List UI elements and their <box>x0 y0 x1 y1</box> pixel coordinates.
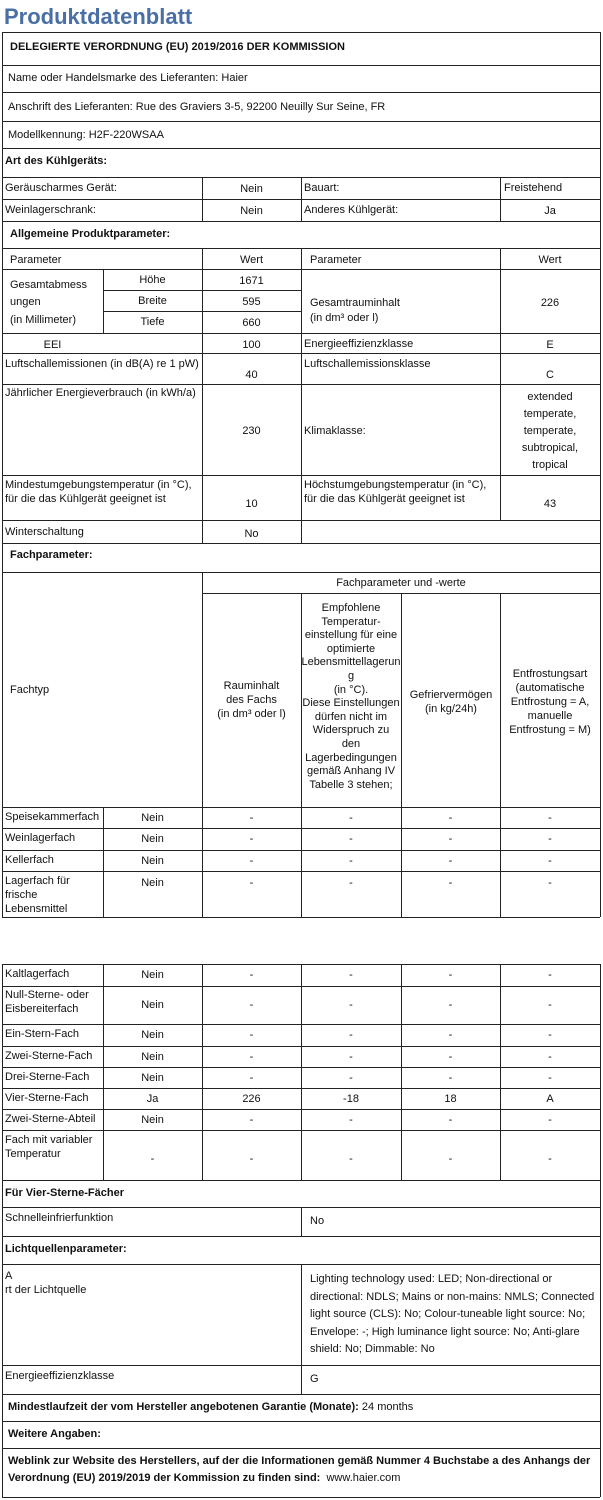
compartment-temp: - <box>349 1153 353 1165</box>
depth-value: 660 <box>242 317 261 329</box>
compartment-temperature-header: Empfohlene Temperatur- einstellung für eine optimierte Lebensmittellagerun g (in °C). Diese Einstellungen dürfen nicht im Widerspruch zu den Lagerbedingungen gemäß Anhang IV Tabelle 3 stehen; <box>301 602 401 791</box>
compartment-temp: - <box>349 1114 353 1126</box>
compartment-temp: - <box>349 999 353 1011</box>
light-type-label-2: rt der Lichtquelle <box>5 1284 87 1296</box>
compartment-freeze: - <box>448 1153 453 1165</box>
compartment-defrost: - <box>548 1153 552 1165</box>
compartment-volume: - <box>249 812 254 824</box>
compartment-freeze: - <box>448 1029 453 1041</box>
climate-class-label: Klimaklasse: <box>304 425 366 437</box>
quick-freeze-label: Schnelleinfrierfunktion <box>5 1212 114 1224</box>
compartment-defrost: - <box>548 812 552 824</box>
climate-class-value: extended <box>527 391 573 403</box>
climate-class-value: subtropical, <box>521 442 579 454</box>
climate-class-value: temperate, <box>523 425 577 437</box>
supplier-name: Name oder Handelsmarke des Lieferanten: Haier <box>8 72 248 84</box>
compartment-temp: - <box>349 1072 353 1084</box>
compartment-name: Vier-Sterne-Fach <box>5 1092 89 1104</box>
compartment-present: Nein <box>141 1072 164 1084</box>
compartment-present: Nein <box>141 877 164 889</box>
compartment-defrost: - <box>548 969 552 981</box>
compartment-name: Zwei-Sterne-Fach <box>5 1050 93 1062</box>
compartment-name: Fach mit variabler Temperatur <box>5 1134 93 1160</box>
param-header: Parameter <box>10 254 62 266</box>
page-title: Produktdatenblatt <box>4 4 193 29</box>
compartment-freeze: - <box>448 1072 453 1084</box>
compartment-freeze: - <box>448 877 453 889</box>
compartment-temp: -18 <box>343 1093 359 1105</box>
compartment-volume: - <box>249 1029 254 1041</box>
compartment-name: Lagerfach für frische Lebensmittel <box>5 875 70 915</box>
defrost-type-header: Entfrostungsart (automatische Entfrostung = A, manuelle Entfrostung = M) <box>509 668 591 736</box>
compartment-present: Nein <box>141 999 164 1011</box>
compartment-name: Null-Sterne- oder Eisbereiterfach <box>5 989 89 1015</box>
winter-switch-value: No <box>244 528 259 540</box>
compartment-volume: - <box>249 1114 254 1126</box>
noise-class-label: Luftschallemissionsklasse <box>304 358 431 370</box>
total-volume-label-2: (in dm³ oder l) <box>310 312 379 324</box>
compartment-present: Nein <box>141 855 164 867</box>
annual-energy-value: 230 <box>242 425 261 437</box>
compartment-present: - <box>150 1153 155 1165</box>
energy-class-value: E <box>546 339 554 351</box>
further-info: Weitere Angaben: <box>8 1428 101 1440</box>
compartment-freeze: - <box>448 833 453 845</box>
compartment-present: Nein <box>141 1051 164 1063</box>
supplier-address: Anschrift des Lieferanten: Rue des Graviers 3-5, 92200 Neuilly Sur Seine, FR <box>8 101 386 113</box>
compartment-volume: - <box>249 999 254 1011</box>
min-temp-label-1: Mindestumgebungstemperatur (in °C), <box>5 479 192 491</box>
compartment-volume: 226 <box>242 1093 261 1105</box>
compartment-defrost: - <box>548 877 552 889</box>
weblink-url[interactable]: www.haier.com <box>326 1472 401 1484</box>
noise-value: 40 <box>245 369 258 381</box>
dimensions-label-1: Gesamtabmess <box>10 279 88 291</box>
height-label: Höhe <box>139 274 166 286</box>
compartment-defrost: - <box>548 833 552 845</box>
compartment-volume: - <box>249 855 254 867</box>
min-temp-label-2: für die das Kühlgerät geeignet ist <box>5 493 166 505</box>
compartment-type-header: Fachtyp <box>10 684 50 696</box>
compartment-present: Nein <box>141 812 164 824</box>
model-id: Modellkennung: H2F-220WSAA <box>8 129 164 141</box>
compartment-name: Weinlagerfach <box>5 832 76 844</box>
compartment-present: Nein <box>141 969 164 981</box>
warranty <box>8 1400 413 1414</box>
param-header-right: Parameter <box>310 254 362 266</box>
height-value: 1671 <box>239 275 264 287</box>
total-volume-value: 226 <box>540 297 560 309</box>
dimensions-label-2: ungen <box>10 296 41 308</box>
compartment-volume-header: Rauminhalt des Fachs (in dm³ oder l) <box>217 680 286 720</box>
min-temp-value: 10 <box>245 498 258 510</box>
compartment-defrost: - <box>548 1072 552 1084</box>
noise-class-value: C <box>546 369 554 381</box>
value-header-right: Wert <box>538 254 562 266</box>
max-temp-label-1: Höchstumgebungstemperatur (in °C), <box>304 479 487 491</box>
compartment-temp: - <box>349 877 353 889</box>
eei-value: 100 <box>242 339 261 351</box>
wine-cabinet-label: Weinlagerschrank: <box>5 204 96 216</box>
design-value: Freistehend <box>504 182 563 194</box>
compartment-name: Speisekammerfach <box>5 811 100 823</box>
noise-label: Luftschallemissionen (in dB(A) re 1 pW) <box>5 358 199 370</box>
max-temp-label-2: für die das Kühlgerät geeignet ist <box>304 493 465 505</box>
climate-class-value: tropical <box>532 459 568 471</box>
compartment-temp: - <box>349 1029 353 1041</box>
compartment-present: Nein <box>141 1029 164 1041</box>
total-volume-label-1: Gesamtrauminhalt <box>310 297 400 309</box>
compartment-name: Kellerfach <box>5 854 54 866</box>
winter-switch-label: Winterschaltung <box>5 526 84 538</box>
light-source-heading: Lichtquellenparameter: <box>5 1243 127 1255</box>
weblink-text: Weblink zur Website des Herstellers, auf der die Informationen gemäß Nummer 4 Buchstabe a des Anhangs der Verordnung (EU) 2019/2019 der Kommission zu finden sind: <box>8 1455 591 1484</box>
general-params-heading: Allgemeine Produktparameter: <box>10 228 171 240</box>
compartment-freeze: - <box>448 969 453 981</box>
light-type-value: Lighting technology used: LED; Non-directional or directional: NDLS; Mains or non-mains: NMLS; Connected light source (CLS): No; Colour-tuneable light source: No; Envelope: -; High luminance light source: No; Anti-glare shield: No; Dimmable: No <box>310 1273 595 1355</box>
manufacturer-weblink <box>8 1453 594 1487</box>
compartment-volume: - <box>249 969 254 981</box>
compartment-defrost: - <box>548 1114 552 1126</box>
compartment-name: Ein-Stern-Fach <box>5 1028 79 1040</box>
compartment-freeze: - <box>448 855 453 867</box>
eei-label: EEI <box>43 339 62 351</box>
low-noise-label: Geräuscharmes Gerät: <box>5 182 117 194</box>
appliance-type-heading: Art des Kühlgeräts: <box>5 155 108 167</box>
compartment-defrost: - <box>548 1029 552 1041</box>
light-energy-class-label: Energieeffizienzklasse <box>5 1370 115 1382</box>
width-value: 595 <box>242 296 261 308</box>
compartment-temp: - <box>349 1051 353 1063</box>
warranty-value: 24 months <box>361 1401 414 1413</box>
compartment-temp: - <box>349 969 353 981</box>
warranty-label: Mindestlaufzeit der vom Hersteller angebotenen Garantie (Monate): <box>8 1401 359 1413</box>
compartment-volume: - <box>249 1051 254 1063</box>
compartment-defrost: - <box>548 1051 552 1063</box>
compartment-volume: - <box>249 1153 254 1165</box>
compartment-present: Nein <box>141 833 164 845</box>
energy-class-label: Energieeffizienzklasse <box>304 338 414 350</box>
regulation-title: DELEGIERTE VERORDNUNG (EU) 2019/2016 DER KOMMISSION <box>10 41 345 53</box>
annual-energy-label: Jährlicher Energieverbrauch (in kWh/a) <box>5 387 196 399</box>
compartment-temp: - <box>349 833 353 845</box>
dimensions-label-3: (in Millimeter) <box>10 314 76 326</box>
compartment-defrost: - <box>548 855 552 867</box>
compartment-present: Nein <box>141 1114 164 1126</box>
compartment-volume: - <box>249 1072 254 1084</box>
compartment-name: Drei-Sterne-Fach <box>5 1071 90 1083</box>
compartment-freeze: - <box>448 812 453 824</box>
compartment-params-heading: Fachparameter: <box>10 549 93 561</box>
value-header: Wert <box>239 254 264 266</box>
compartment-defrost: A <box>546 1093 554 1105</box>
compartment-freeze: - <box>448 1051 453 1063</box>
compartment-freeze: - <box>448 1114 453 1126</box>
compartment-temp: - <box>349 855 353 867</box>
compartment-volume: - <box>249 833 254 845</box>
light-energy-class-value: G <box>310 1373 319 1385</box>
other-appliance-value: Ja <box>544 205 556 217</box>
design-label: Bauart: <box>304 182 340 194</box>
width-label: Breite <box>138 295 167 307</box>
compartment-volume: - <box>249 877 254 889</box>
freezing-capacity-header: Gefriervermögen (in kg/24h) <box>409 689 493 715</box>
quick-freeze-value: No <box>310 1215 325 1227</box>
compartment-group-header: Fachparameter und -werte <box>336 577 466 589</box>
low-noise-value: Nein <box>240 183 263 195</box>
wine-cabinet-value: Nein <box>240 205 263 217</box>
climate-class-value: temperate, <box>523 408 577 420</box>
other-appliance-label: Anderes Kühlgerät: <box>304 204 399 216</box>
compartment-name: Zwei-Sterne-Abteil <box>5 1113 96 1125</box>
compartment-present: Ja <box>146 1093 159 1105</box>
max-temp-value: 43 <box>543 498 557 510</box>
light-type-label-1: A <box>5 1270 13 1282</box>
compartment-freeze: 18 <box>444 1093 457 1105</box>
compartment-freeze: - <box>448 999 453 1011</box>
compartment-temp: - <box>349 812 353 824</box>
compartment-defrost: - <box>548 999 552 1011</box>
depth-label: Tiefe <box>140 316 165 328</box>
four-star-heading: Für Vier-Sterne-Fächer <box>5 1187 125 1199</box>
compartment-name: Kaltlagerfach <box>5 968 70 980</box>
